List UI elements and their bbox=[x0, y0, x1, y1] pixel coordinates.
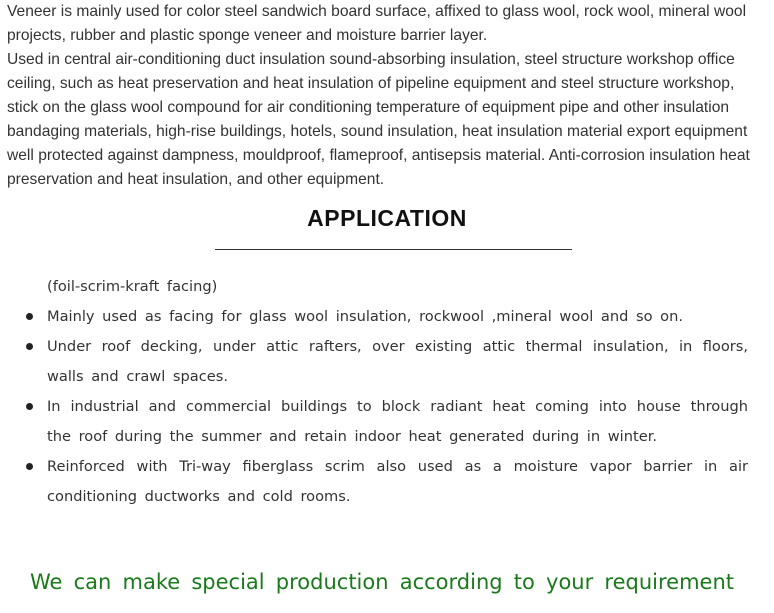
bullet-icon bbox=[26, 403, 33, 410]
intro-paragraph: Used in central air-conditioning duct insulation sound-absorbing insulation, steel structure workshop office ceiling, such as heat preservation and heat insulation of pipeline equipment and steel structure workshop, stick on the glass wool compound for air conditioning temperature of equipment pipe and other insulation bandaging materials, high-rise buildings, hotels, sound insulation, heat insulation material export equipment well protected against dampness, mouldproof, flameproof, antisepsis material. Anti-corrosion insulation heat preservation and heat insulation, and other equipment. bbox=[7, 51, 750, 188]
bullet-icon bbox=[26, 343, 33, 350]
list-item-text: Mainly used as facing for glass wool insulation, rockwool ,mineral wool and so on. bbox=[47, 308, 683, 325]
section-heading: APPLICATION bbox=[307, 205, 467, 231]
list-item bbox=[26, 452, 748, 512]
list-item-text: Under roof decking, under attic rafters, over existing attic thermal insulation, in floors, walls and crawl spaces. bbox=[47, 338, 748, 385]
list-item bbox=[26, 392, 748, 452]
facing-note: (foil-scrim-kraft facing) bbox=[47, 278, 218, 295]
bullet-icon bbox=[26, 463, 33, 470]
custom-production-slogan: We can make special production according to your requirement bbox=[30, 570, 734, 594]
bullet-icon bbox=[26, 313, 33, 320]
heading-divider bbox=[215, 249, 572, 250]
application-section bbox=[26, 272, 748, 512]
application-list bbox=[26, 302, 748, 512]
list-item-text: Reinforced with Tri-way fiberglass scrim also used as a moisture vapor barrier in air conditioning ductworks and cold rooms. bbox=[47, 458, 748, 505]
list-item-text: In industrial and commercial buildings to block radiant heat coming into house through the roof during the summer and retain indoor heat generated during in winter. bbox=[47, 398, 748, 445]
list-item bbox=[26, 302, 748, 332]
intro-text-block bbox=[7, 0, 767, 192]
list-item bbox=[26, 332, 748, 392]
intro-paragraph: Veneer is mainly used for color steel sandwich board surface, affixed to glass wool, rock wool, mineral wool projects, rubber and plastic sponge veneer and moisture barrier layer. bbox=[7, 3, 747, 44]
